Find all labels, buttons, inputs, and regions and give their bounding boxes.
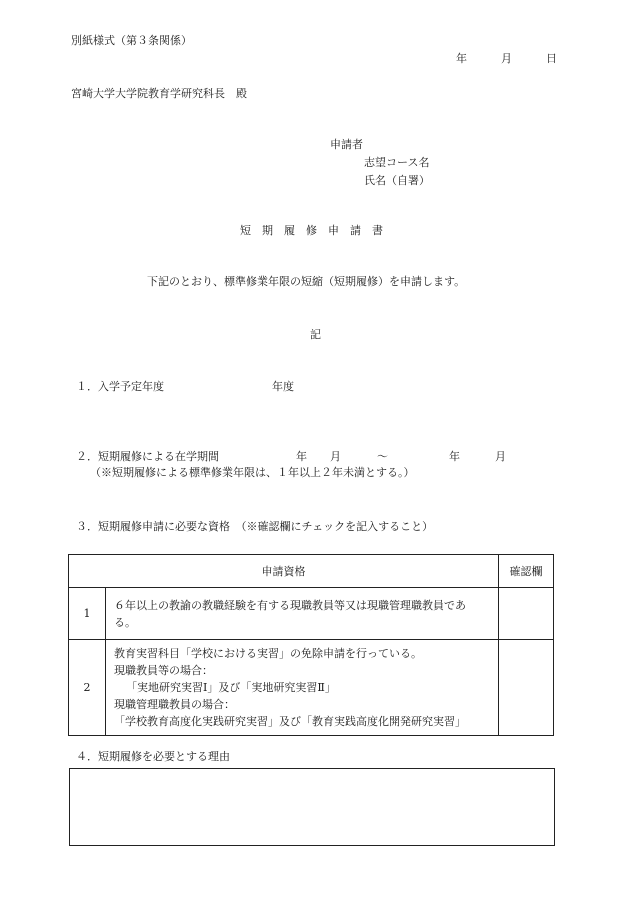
row2-line5: 「学校教育高度化実践研究実習」及び「教育実践高度化開発研究実習」 (114, 715, 466, 728)
header-check: 確認欄 (499, 555, 554, 588)
row2-line4: 現職管理職教員の場合： (114, 698, 235, 711)
row1-check-cell[interactable] (499, 588, 554, 640)
row1-line2: る。 (114, 615, 136, 629)
ki-label: 記 (310, 328, 321, 341)
table-row (69, 640, 554, 736)
section1-label: １．入学予定年度 (76, 380, 164, 393)
document-title: 短 期 履 修 申 請 書 (240, 224, 383, 237)
section3-label: ３．短期履修申請に必要な資格 （※確認欄にチェックを記入すること） (76, 520, 434, 533)
intro-text: 下記のとおり、標準修業年限の短縮（短期履修）を申請します。 (147, 275, 466, 288)
period-end-year-label: 年 (449, 450, 460, 463)
header-qualification: 申請資格 (69, 555, 499, 588)
qualification-table (68, 554, 554, 736)
period-note: （※短期履修による標準修業年限は、１年以上２年未満とする。） (90, 466, 415, 479)
row1-line1: ６年以上の教諭の教職経験を有する現職教員等又は現職管理職教員であ (114, 598, 466, 612)
date-day-label: 日 (546, 52, 557, 65)
addressee: 宮崎大学大学院教育学研究科長 殿 (71, 87, 247, 100)
applicant-label: 申請者 (330, 138, 363, 151)
row2-check-cell[interactable] (499, 640, 554, 736)
row1-qualification (106, 588, 499, 640)
form-reference: 別紙様式（第３条関係） (71, 34, 192, 47)
section4-label: ４．短期履修を必要とする理由 (76, 750, 230, 763)
period-end-month-label: 月 (495, 450, 506, 463)
row2-number: 2 (69, 640, 106, 736)
enrollment-year-unit: 年度 (272, 380, 294, 393)
section2-label: ２．短期履修による在学期間 (76, 450, 219, 463)
row2-line1: 教育実習科目「学校における実習」の免除申請を行っている。 (114, 647, 422, 660)
table-header-row (69, 555, 554, 588)
period-tilde: ～ (377, 450, 388, 463)
date-year-label: 年 (456, 52, 467, 65)
date-month-label: 月 (501, 52, 512, 65)
table-row (69, 588, 554, 640)
row2-line3: 「実地研究実習Ⅰ」及び「実地研究実習Ⅱ」 (126, 681, 336, 694)
row2-qualification (106, 640, 499, 736)
course-name-label: 志望コース名 (364, 156, 430, 169)
signature-label: 氏名（自署） (364, 174, 430, 187)
period-start-year-label: 年 (296, 450, 307, 463)
period-start-month-label: 月 (330, 450, 341, 463)
reason-input-box[interactable] (69, 768, 555, 846)
row2-line2: 現職教員等の場合： (114, 664, 213, 677)
row1-number: 1 (69, 588, 106, 640)
